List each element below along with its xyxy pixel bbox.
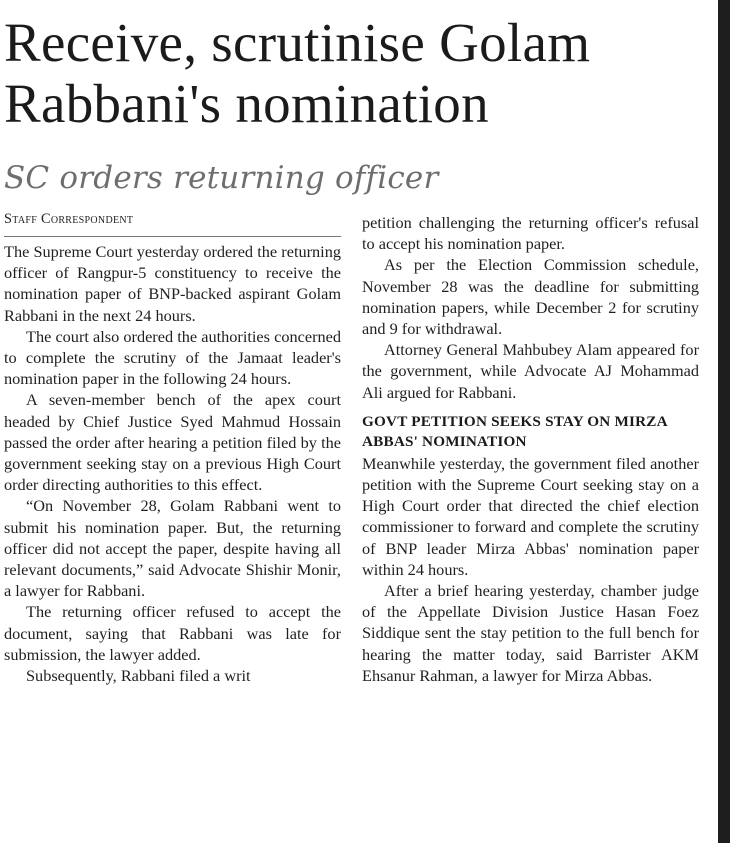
paragraph: “On November 28, Golam Rabbani went to submit his nomination paper. But, the returning officer did not accept the paper, despite having all relevant documents,” said Advocate Shishir Monir, a lawyer for Rabbani. [4,496,341,601]
byline: Staff Correspondent [4,211,134,227]
section-heading: GOVT PETITION SEEKS STAY ON MIRZA ABBAS' NOMINATION [362,412,667,450]
subheadline: SC orders returning officer [4,160,439,196]
right-column [362,212,699,686]
paragraph: petition challenging the returning officer's refusal to accept his nomination paper. [362,213,699,254]
paragraph: Attorney General Mahbubey Alam appeared for the government, while Advocate AJ Mohammad Ali argued for Rabbani. [362,340,699,402]
paragraph: The court also ordered the authorities concerned to complete the scrutiny of the Jamaat leader's nomination paper in the following 24 hours. [4,326,341,389]
paragraph: The returning officer refused to accept the document, saying that Rabbani was late for submission, the lawyer added. [4,602,341,664]
left-column [4,210,341,686]
page-edge-bar [718,0,730,843]
byline-rule [4,236,341,237]
paragraph: After a brief hearing yesterday, chamber judge of the Appellate Division Justice Hasan Foez Siddique sent the stay petition to the full bench for hearing the matter today, said Barrister AKM Ehsanur Rahman, a lawyer for Mirza Abbas. [362,581,699,685]
paragraph: Meanwhile yesterday, the government filed another petition with the Supreme Court seeking stay on a High Court order that directed the chief election commissioner to forward and complete the scrutiny of BNP leader Mirza Abbas' nomination paper within 24 hours. [362,453,699,579]
paragraph: A seven-member bench of the apex court headed by Chief Justice Syed Mahmud Hossain passed the order after hearing a petition filed by the government seeking stay on a previous High Court order directing authorities to this effect. [4,390,341,495]
paragraph: The Supreme Court yesterday ordered the returning officer of Rangpur-5 constituency to receive the nomination paper of BNP-backed aspirant Golam Rabbani in the next 24 hours. [4,242,341,325]
paragraph: Subsequently, Rabbani filed a writ [26,666,251,686]
headline: Receive, scrutinise Golam Rabbani's nomination [4,12,591,134]
paragraph: As per the Election Commission schedule, November 28 was the deadline for submitting nomination papers, while December 2 for scrutiny and 9 for withdrawal. [362,255,699,339]
